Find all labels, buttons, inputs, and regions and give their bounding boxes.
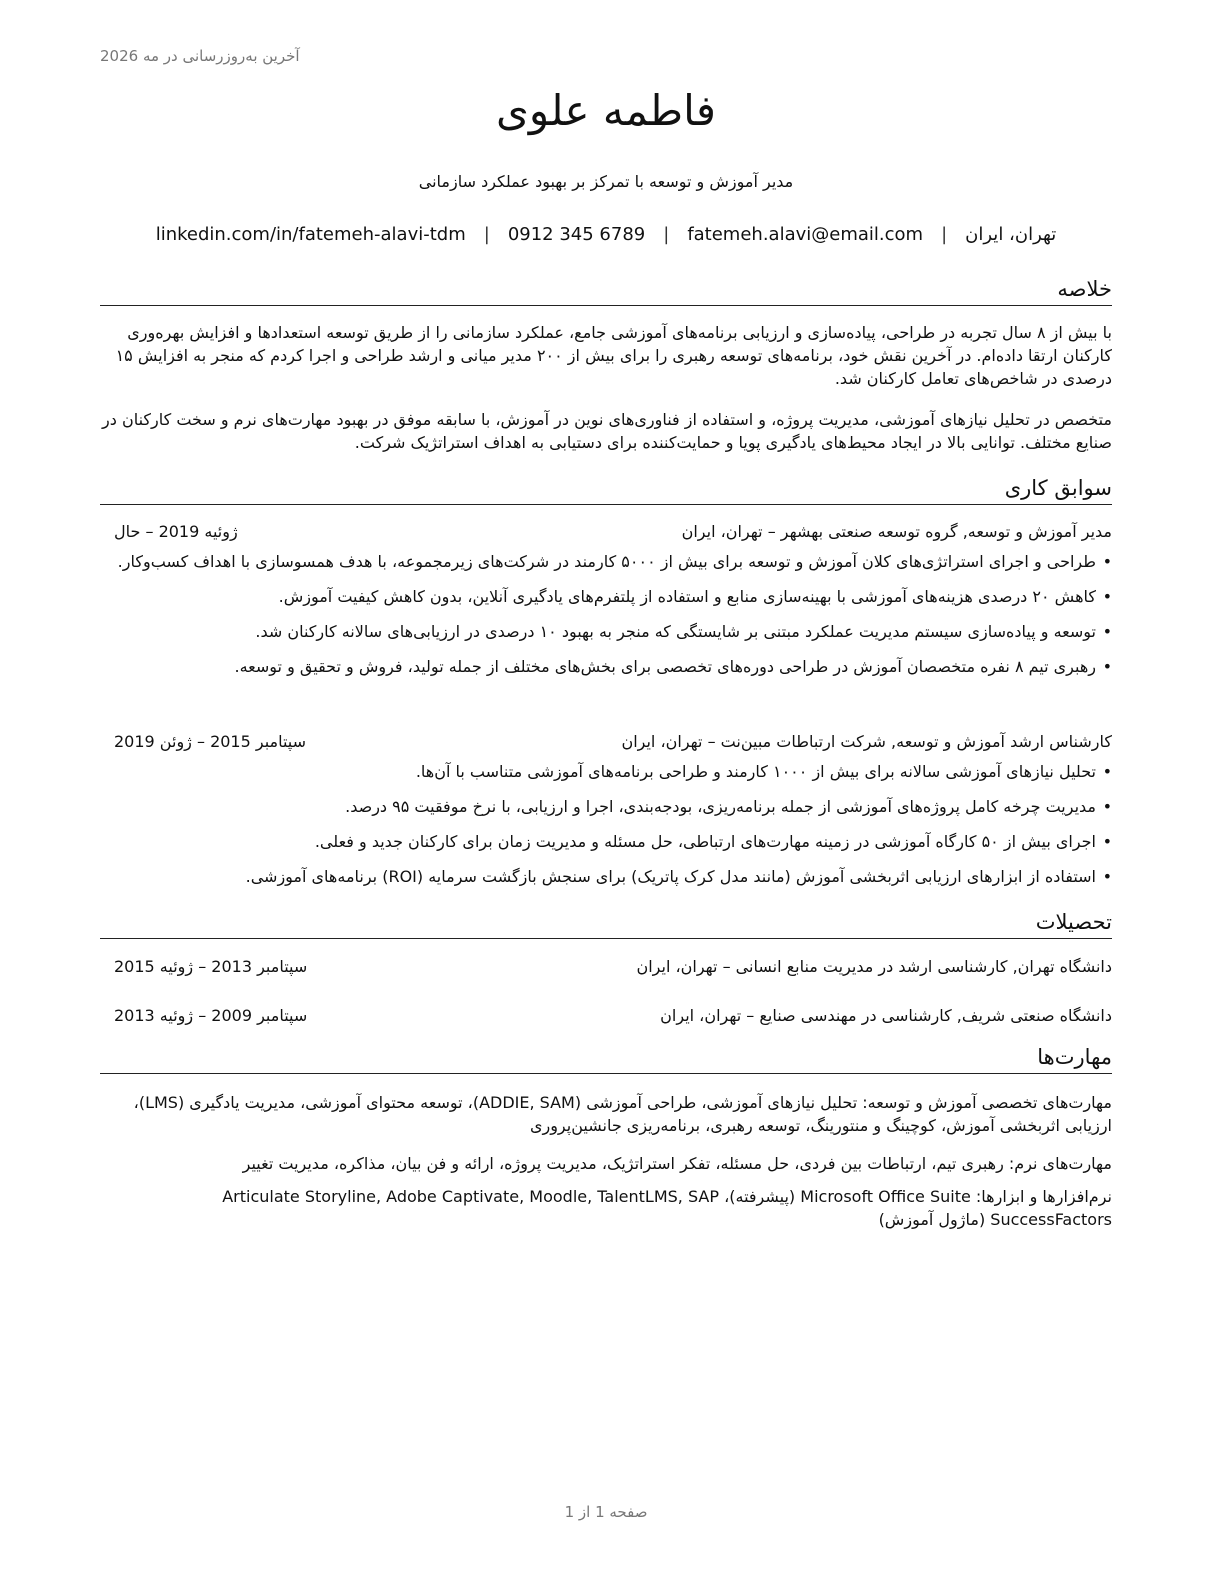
- skills-soft: مهارت‌های نرم: رهبری تیم، ارتباطات بین فردی، حل مسئله، تفکر استراتژیک، مدیریت پروژه، ارائه و فن بیان، مذاکره، مدیریت تغییر: [242, 1154, 1112, 1173]
- skills-tools: نرم‌افزارها و ابزارها: Microsoft Office Suite (پیشرفته)، Articulate Storyline, Adobe Captivate, Moodle, TalentLMS, SAP SuccessFactors (ماژول آموزش): [222, 1187, 1112, 1229]
- skills-technical: مهارت‌های تخصصی آموزش و توسعه: تحلیل نیازهای آموزشی، طراحی آموزشی (ADDIE, SAM)، توسعه محتوای آموزشی، مدیریت یادگیری (LMS)، ارزیابی اثربخشی آموزش، کوچینگ و منتورینگ، توسعه رهبری، برنامه‌ریزی جانشین‌پروری: [133, 1093, 1112, 1135]
- job-bullets: [100, 760, 1112, 900]
- candidate-name: فاطمه علوی: [496, 86, 716, 135]
- contact-line: [100, 224, 1112, 245]
- contact-separator: |: [483, 224, 490, 245]
- page-number: صفحه 1 از 1: [564, 1503, 648, 1521]
- contact-location: تهران، ایران: [965, 224, 1057, 245]
- skills-section-title: مهارت‌ها: [100, 1043, 1112, 1074]
- contact-email[interactable]: fatemeh.alavi@email.com: [687, 224, 924, 245]
- last-updated: آخرین به‌روزرسانی در مه 2026: [100, 47, 300, 65]
- contact-separator: |: [663, 224, 670, 245]
- bullet-item: • استفاده از ابزارهای ارزیابی اثربخشی آموزش (مانند مدل کرک پاتریک) برای سنجش بازگشت سرمایه (ROI) برنامه‌های آموزشی.: [100, 865, 1112, 888]
- resume-page: [100, 0, 1112, 1584]
- summary-section-title: خلاصه: [100, 275, 1112, 306]
- contact-linkedin[interactable]: linkedin.com/in/fatemeh-alavi-tdm: [155, 224, 466, 245]
- job-bullets: [100, 550, 1112, 690]
- bullet-item: • رهبری تیم ۸ نفره متخصصان آموزش در طراحی دوره‌های تخصصی برای بخش‌های مختلف از جمله تولید، فروش و تحقیق و توسعه.: [100, 655, 1112, 678]
- bullet-item: • توسعه و پیاده‌سازی سیستم مدیریت عملکرد مبتنی بر شایستگی که منجر به بهبود ۱۰ درصدی در ارزیابی‌های سالانه کارکنان شد.: [100, 620, 1112, 643]
- experience-section-title: سوابق کاری: [100, 474, 1112, 505]
- summary-paragraph-2: متخصص در تحلیل نیازهای آموزشی، مدیریت پروژه، و استفاده از فناوری‌های نوین در آموزش، با سابقه موفق در بهبود مهارت‌های نرم و سخت کارکنان در صنایع مختلف. توانایی بالا در ایجاد محیط‌های یادگیری پویا و حمایت‌کننده برای دستیابی به اهداف استراتژیک شرکت.: [102, 410, 1112, 452]
- education-section-title: تحصیلات: [100, 908, 1112, 939]
- bullet-item: • کاهش ۲۰ درصدی هزینه‌های آموزشی با بهینه‌سازی منابع و استفاده از پلتفرم‌های یادگیری آنلاین، بدون کاهش کیفیت آموزش.: [100, 585, 1112, 608]
- education-heading: دانشگاه صنعتی شریف, کارشناسی در مهندسی صنایع – تهران، ایران: [660, 1006, 1112, 1025]
- education-date: سپتامبر 2013 – ژوئیه 2015: [114, 957, 308, 976]
- summary-paragraph-1: با بیش از ۸ سال تجربه در طراحی، پیاده‌سازی و ارزیابی برنامه‌های آموزشی جامع، عملکرد سازمانی را از طریق توسعه استعدادها و افزایش بهره‌وری کارکنان ارتقا داده‌ام. در آخرین نقش خود، برنامه‌های توسعه رهبری را برای بیش از ۲۰۰ مدیر میانی و ارشد طراحی و اجرا کردم که منجر به افزایش ۱۵ درصدی در شاخص‌های تعامل کارکنان شد.: [115, 323, 1112, 388]
- bullet-item: • اجرای بیش از ۵۰ کارگاه آموزشی در زمینه مهارت‌های ارتباطی، حل مسئله و مدیریت زمان برای کارکنان جدید و فعلی.: [100, 830, 1112, 853]
- job-title: کارشناس ارشد آموزش و توسعه, شرکت ارتباطات مبین‌نت – تهران، ایران: [621, 732, 1112, 751]
- bullet-item: • مدیریت چرخه کامل پروژه‌های آموزشی از جمله برنامه‌ریزی، بودجه‌بندی، اجرا و ارزیابی، با نرخ موفقیت ۹۵ درصد.: [100, 795, 1112, 818]
- job-title: مدیر آموزش و توسعه, گروه توسعه صنعتی بهشهر – تهران، ایران: [681, 522, 1112, 541]
- bullet-item: • طراحی و اجرای استراتژی‌های کلان آموزش و توسعه برای بیش از ۵۰۰۰ کارمند در شرکت‌های زیرمجموعه، با هدف همسوسازی با اهداف کسب‌وکار.: [100, 550, 1112, 573]
- education-date: سپتامبر 2009 – ژوئیه 2013: [114, 1006, 308, 1025]
- contact-phone[interactable]: 0912 345 6789: [507, 224, 646, 245]
- contact-separator: |: [941, 224, 948, 245]
- education-heading: دانشگاه تهران, کارشناسی ارشد در مدیریت منابع انسانی – تهران، ایران: [636, 957, 1112, 976]
- bullet-item: • تحلیل نیازهای آموزشی سالانه برای بیش از ۱۰۰۰ کارمند و طراحی برنامه‌های آموزشی متناسب با آن‌ها.: [100, 760, 1112, 783]
- job-date: سپتامبر 2015 – ژوئن 2019: [114, 732, 307, 751]
- headline: مدیر آموزش و توسعه با تمرکز بر بهبود عملکرد سازمانی: [418, 172, 794, 191]
- job-date: ژوئیه 2019 – حال: [114, 522, 238, 541]
